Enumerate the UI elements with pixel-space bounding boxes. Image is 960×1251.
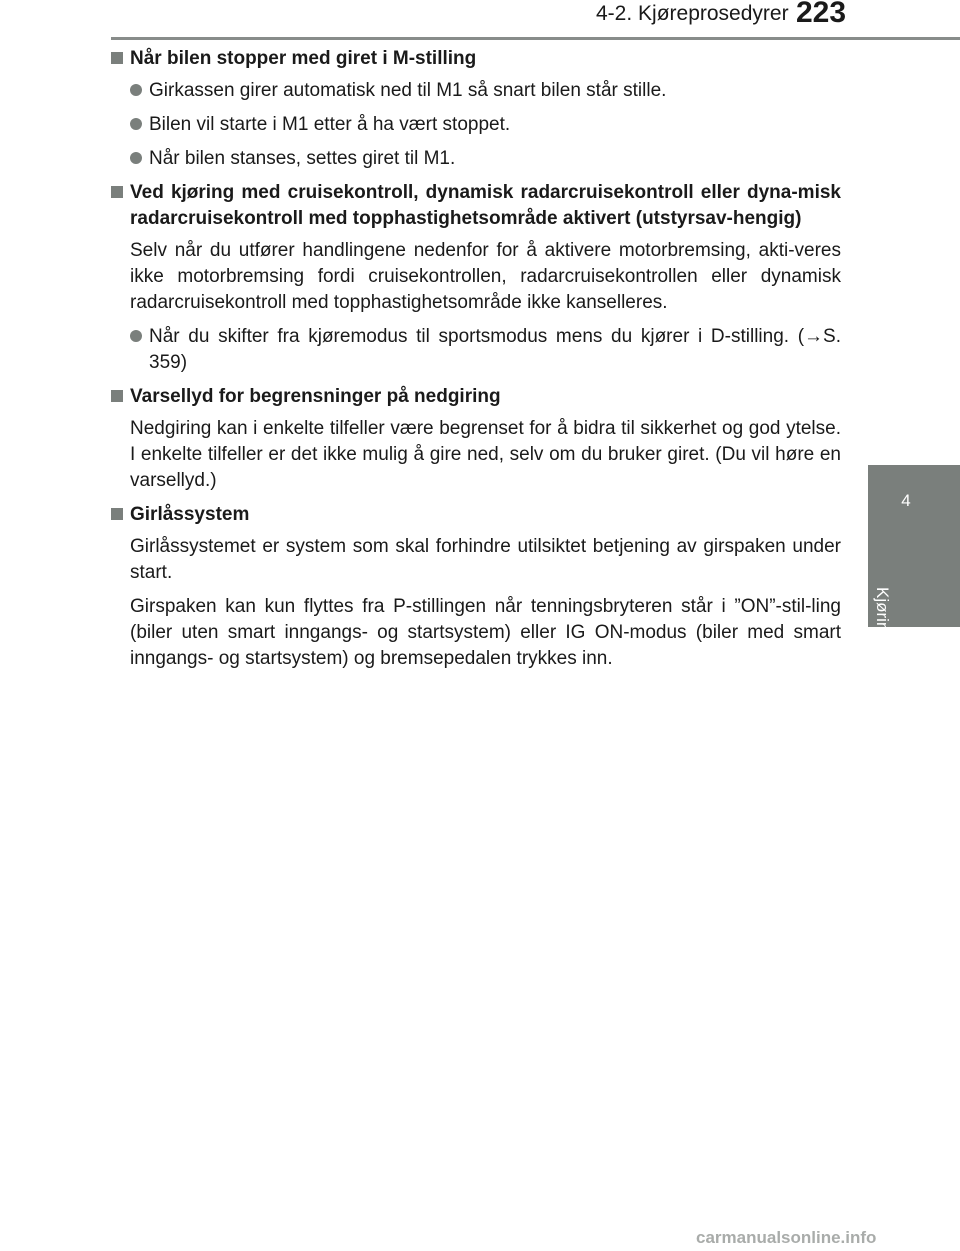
body-paragraph: Nedgiring kan i enkelte tilfeller være begrenset for å bidra til sikkerhet og god ytelse. I enkelte tilfeller er det ikke mulig å gire ned, selv om du bruker giret. (Du vil høre en varsellyd.) [130, 418, 841, 491]
list-item [130, 78, 841, 104]
heading-text: Når bilen stopper med giret i M-stilling [130, 48, 477, 69]
chapter-label: Kjøring [873, 587, 892, 641]
list-item [130, 324, 841, 376]
body-paragraph: Girlåssystemet er system som skal forhindre utilsiktet betjening av girspaken under start. [130, 536, 841, 583]
section-heading [111, 502, 841, 528]
list-item [130, 146, 841, 172]
circle-bullet-icon [130, 84, 142, 96]
square-bullet-icon [111, 186, 123, 198]
section-heading [111, 46, 841, 72]
circle-bullet-icon [130, 118, 142, 130]
list-item [130, 112, 841, 138]
header-divider [111, 37, 960, 40]
heading-text: Girlåssystem [130, 504, 250, 525]
chapter-side-tab [868, 465, 960, 641]
list-item-text: Bilen vil starte i M1 etter å ha vært stoppet. [149, 114, 511, 135]
chapter-number: 4 [901, 491, 911, 510]
square-bullet-icon [111, 52, 123, 64]
section-heading [111, 384, 841, 410]
page-number: 223 [796, 0, 847, 29]
list-item-text: Når du skifter fra kjøremodus til sportsmodus mens du kjører i D-stilling. (→S. 359) [149, 326, 841, 373]
heading-text: Varsellyd for begrensninger på nedgiring [130, 386, 501, 407]
heading-text: Ved kjøring med cruisekontroll, dynamisk radarcruisekontroll eller dyna-misk radarcruisekontroll med topphastighetsområde aktivert (utstyrsav-hengig) [130, 182, 841, 229]
square-bullet-icon [111, 508, 123, 520]
square-bullet-icon [111, 390, 123, 402]
circle-bullet-icon [130, 330, 142, 342]
list-item-text: Når bilen stanses, settes giret til M1. [149, 148, 456, 169]
body-paragraph: Selv når du utfører handlingene nedenfor for å aktivere motorbremsing, akti-veres ikke motorbremsing fordi cruisekontrollen, radarcruisekontrollen eller dynamisk radarcruisekontroll med topphastighetsområde ikke kanselleres. [130, 240, 841, 313]
page-content [111, 46, 841, 680]
watermark-text: carmanualsonline.info [696, 1228, 877, 1247]
list-item-text: Girkassen girer automatisk ned til M1 så snart bilen står stille. [149, 80, 667, 101]
running-header-section: 4-2. Kjøreprosedyrer [596, 2, 789, 25]
circle-bullet-icon [130, 152, 142, 164]
body-paragraph: Girspaken kan kun flyttes fra P-stillingen når tenningsbryteren står i ”ON”-stil-ling (biler uten smart inngangs- og startsystem) eller IG ON-modus (biler med smart inngangs- og startsystem) og bremsepedalen trykkes inn. [130, 596, 841, 669]
section-heading [111, 180, 841, 232]
